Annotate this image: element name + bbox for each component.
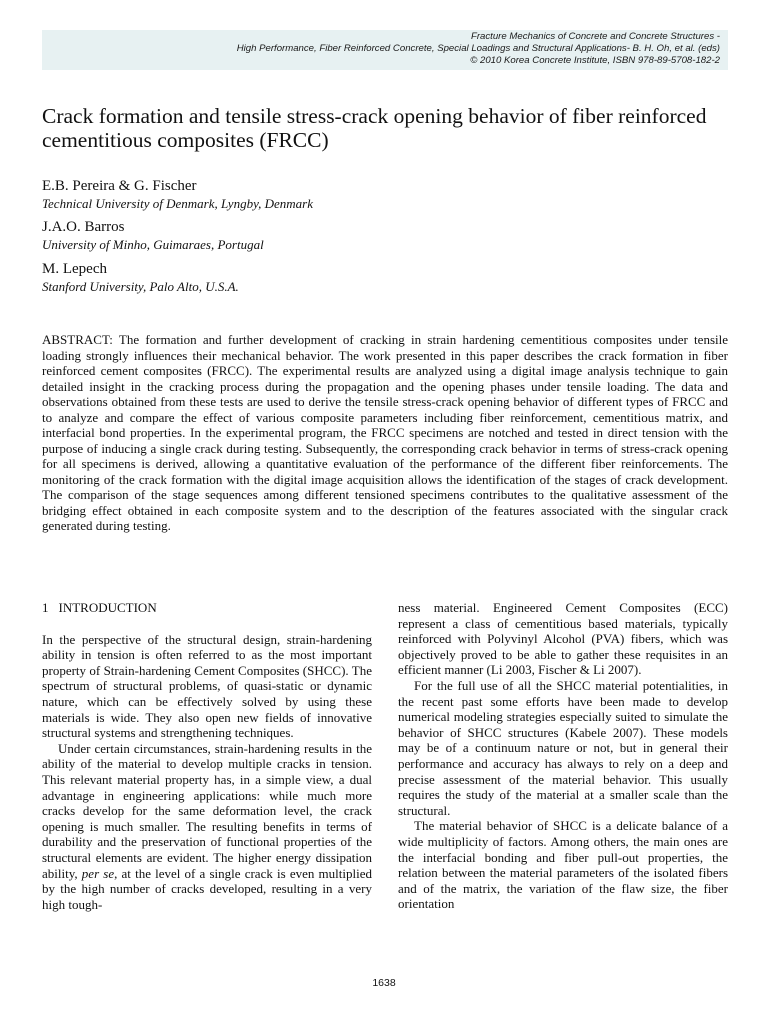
intro-paragraph-5: The material behavior of SHCC is a delicate balance of a wide multiplicity of factors. Among others, the main ones are the interfacial bonding and fiber pull-out properties, the relation between the material parameters of the isolated fibers and of the matrix, the variation of the flaw size, the fiber orientation: [398, 818, 728, 912]
abstract: ABSTRACT: The formation and further development of cracking in strain hardening cementitious composites under tensile loading strongly influences their mechanical behavior. The work presented in this paper describes the crack formation in fiber reinforced cement composites (FRCC). The experimental results are analyzed using a digital image analysis technique to gain detailed insight in the cracking process during the propagation and the opening phases under tensile loading. The data and observations obtained from these tests are used to derive the tensile stress-crack opening behavior of different types of FRCC and to analyze and compare the effect of various composite parameters including fiber reinforcement, cementitious matrix, and interfacial bond properties. In the experimental program, the FRCC specimens are notched and tested in direct tension with the purpose of inducing a single crack during testing. Subsequently, the corresponding crack behavior in terms of stress-crack opening for all specimens is derived, allowing a quantitative evaluation of the performance of the different fiber reinforcements. The monitoring of the crack formation with the digital image acquisition allows the identification of the stages of crack development. The comparison of the stage sequences among different tensioned specimens contributes to the qualitative assessment of the bridging effect obtained in each composite system and to the description of the features associated with the singular crack generated during testing.: [42, 332, 728, 533]
right-column: [398, 600, 728, 912]
intro-paragraph-2-text-a: Under certain circumstances, strain-hardening results in the ability of the material to develop multiple cracks in tension. This relevant material property has, in a simple view, a dual advantage in engineering applications: while much more cracks develop for the same deformation level, the crack opening is much smaller. The resulting benefits in terms of durability and the preservation of functional properties of the structural elements are evident. The higher energy dissipation ability,: [42, 740, 372, 881]
author-group-2: J.A.O. Barros: [42, 219, 125, 235]
intro-paragraph-2-italic: per se: [81, 865, 115, 881]
section-heading: [42, 600, 372, 616]
affiliation-1: Technical University of Denmark, Lyngby, Denmark: [42, 196, 314, 211]
running-header-line-1: Fracture Mechanics of Concrete and Concrete Structures -: [470, 31, 720, 42]
intro-paragraph-4: For the full use of all the SHCC material potentialities, in the recent past some efforts have been made to develop numerical modeling strategies especially suited to simulate the behavior of SHCC structures (Kabele 2007). These models may be of a continuum nature or not, but in general their performance and accuracy has always to rely on a deep and precise assessment of the material behavior. This usually requires the study of the material at a smaller scale than the structural.: [398, 677, 728, 818]
intro-paragraph-2-text-b: , at the level of a single crack is even multiplied by the high number of cracks developed, resulting in a very high tough-: [42, 865, 372, 912]
section-title: INTRODUCTION: [58, 600, 157, 615]
intro-paragraph-3: ness material. Engineered Cement Composites (ECC) represent a class of cementitious based materials, typically reinforced with Polyvinyl Alcohol (PVA) fibers, which was objectively proved to be able to gather these requisites in an efficient manner (Li 2003, Fischer & Li 2007).: [398, 600, 728, 678]
author-group-3: M. Lepech: [42, 261, 107, 277]
page-number: 1638: [372, 977, 396, 989]
intro-paragraph-2: [42, 741, 372, 913]
running-header-line-3: © 2010 Korea Concrete Institute, ISBN 978-89-5708-182-2: [470, 55, 720, 66]
section-number: 1: [42, 600, 49, 615]
intro-paragraph-1: In the perspective of the structural design, strain-hardening ability in tension is often referred to as the most important property of Strain-hardening Cement Composites (SHCC). The spectrum of structural problems, of quasi-static or dynamic nature, which can be effectively solved by using these materials is wide. They also open new fields of innovative structural systems and strengthening techniques.: [42, 631, 372, 741]
paper-title: Crack formation and tensile stress-crack opening behavior of fiber reinforced cementitious composites (FRCC): [42, 104, 707, 152]
left-column: [42, 600, 372, 912]
affiliation-2: University of Minho, Guimaraes, Portugal: [42, 237, 264, 252]
affiliation-3: Stanford University, Palo Alto, U.S.A.: [42, 279, 239, 294]
author-group-1: E.B. Pereira & G. Fischer: [42, 178, 197, 194]
running-header-line-2: High Performance, Fiber Reinforced Concrete, Special Loadings and Structural Applications- B. H. Oh, et al. (eds): [236, 43, 720, 54]
